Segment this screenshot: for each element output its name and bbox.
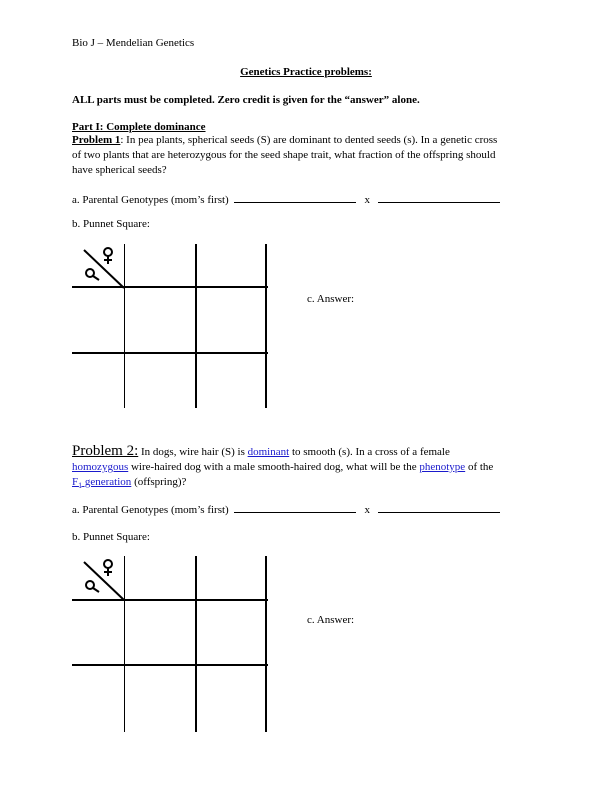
problem1-punnett-square — [72, 244, 268, 408]
problem2-seg4: of the — [465, 461, 494, 473]
problem1-line2: of two plants that are heterozygous for the seed shape trait, what fraction of the offspring should — [72, 149, 496, 161]
problem1-line1: : In pea plants, spherical seeds (S) are dominant to dented seeds (s). In a genetic cross — [120, 134, 498, 146]
link-dominant[interactable]: dominant — [247, 446, 290, 458]
problem2-mom-blank[interactable] — [234, 502, 356, 513]
problem2-text — [72, 444, 542, 493]
part1-heading: Part I: Complete dominance — [72, 121, 206, 133]
problem1-mom-blank[interactable] — [234, 192, 356, 203]
female-symbol-icon — [101, 558, 115, 578]
problem2-dad-blank[interactable] — [378, 502, 500, 513]
problem2-answer-label: c. Answer: — [307, 614, 355, 626]
male-symbol-icon — [84, 266, 102, 282]
problem1-punnett-label: b. Punnet Square: — [72, 218, 150, 230]
problem1-cross-symbol: x — [364, 194, 370, 206]
problem1-parental-row — [72, 192, 500, 206]
problem2-cross-symbol: x — [364, 504, 370, 516]
f1-rest: generation — [82, 476, 132, 488]
male-symbol-icon — [84, 578, 102, 594]
problem2-punnett-square — [72, 556, 268, 732]
female-symbol-icon — [101, 246, 115, 266]
problem2-seg2: to smooth (s). In a cross of a female — [289, 446, 450, 458]
problem1-dad-blank[interactable] — [378, 192, 500, 203]
problem1-parental-label: a. Parental Genotypes (mom’s first) — [72, 194, 229, 206]
page-title: Genetics Practice problems: — [240, 66, 372, 78]
problem2-seg3: wire-haired dog with a male smooth-haired dog, what will be the — [128, 461, 420, 473]
problem2-punnett-label: b. Punnet Square: — [72, 531, 150, 543]
link-f1-generation[interactable] — [72, 476, 132, 491]
problem2-parental-label: a. Parental Genotypes (mom’s first) — [72, 504, 229, 516]
problem2-parental-row — [72, 502, 500, 516]
link-homozygous[interactable]: homozygous — [72, 461, 129, 473]
f1-f: F — [72, 476, 79, 488]
problem1-line3: have spherical seeds? — [72, 164, 167, 176]
course-header: Bio J – Mendelian Genetics — [72, 37, 195, 49]
problem1-label: Problem 1 — [72, 134, 121, 146]
instructions: ALL parts must be completed. Zero credit is given for the “answer” alone. — [72, 94, 420, 106]
link-phenotype[interactable]: phenotype — [419, 461, 466, 473]
problem1-answer-label: c. Answer: — [307, 293, 355, 305]
f1-sub: 1 — [78, 481, 83, 491]
problem2-label: Problem 2: — [72, 443, 139, 459]
problem2-seg5: (offspring)? — [131, 476, 187, 488]
problem2-seg1: In dogs, wire hair (S) is — [138, 446, 248, 458]
problem1-text — [72, 133, 542, 178]
